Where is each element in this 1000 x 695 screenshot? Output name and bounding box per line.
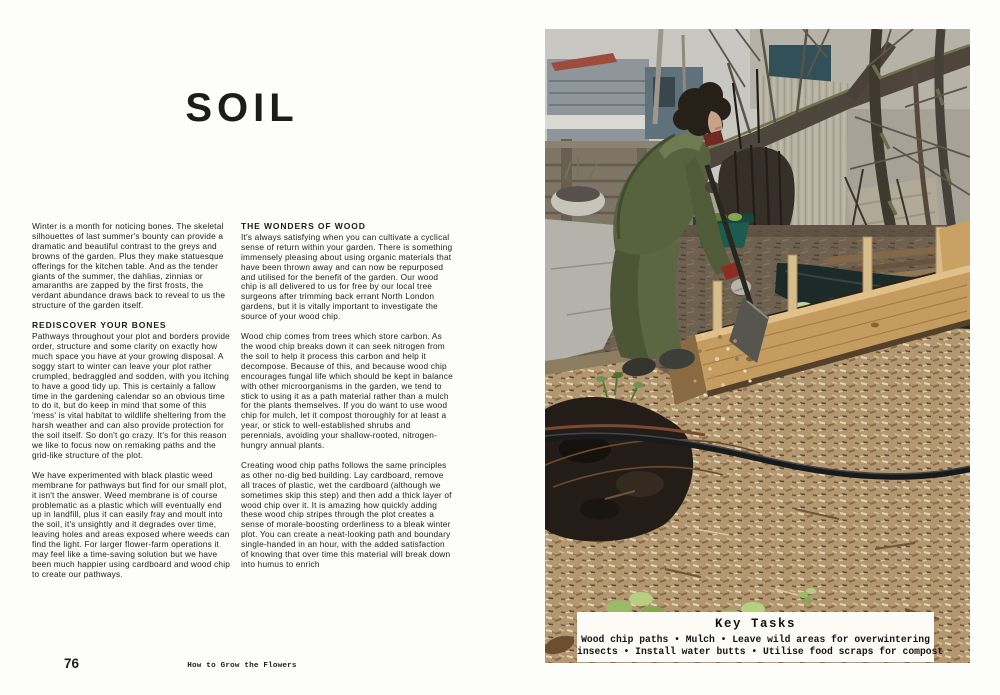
paragraph: Pathways throughout your plot and borders provide order, structure and some clarity on exactly how much space you have at your growing disposal. A soggy start to winter can leave your plot rather crumpled, bedraggled and sodden, with you itching to have a good tidy up. This is certainly a fallow time in the gardening calendar so an obvious time to do it, but do keep in mind that some of this 'mess' is vital habitat to wildlife sheltering from the harsh weather and can also provide protection for the soil itself. So don't go crazy. It's for this reason we like to focus now on remaking paths and the grid-like structure of the plot. — [32, 331, 230, 460]
page-title: SOIL — [185, 86, 299, 130]
garden-photo — [545, 29, 970, 663]
left-column — [32, 222, 233, 590]
paragraph: Wood chip comes from trees which store carbon. As the wood chip breaks down it can seek nitrogen from the soil to help it process this carbon and help it decompose. Because of this, and because wood chip encourages fungal life which should be kept in balance with other microorganisms in the garden, we tend to stick to using it as a path material rather than a mulch for the plants themselves. If you do want to use wood chip for mulch, let it compost thoroughly for at least a year, or stick to well-established shrubs and perennials, avoiding your shallow-rooted, nitrogen-hungry annual plants. — [241, 331, 453, 451]
paragraph: Winter is a month for noticing bones. The skeletal silhouettes of last summer's bounty can provide a dramatic and beautiful contrast to the greys and browns of the garden. Plus they make statuesque offerings for the kitchen table. And as the tender giants of the summer, the dahlias, zinnias or amaranths are zapped by the first frosts, the verdant abundance draws back to reveal to us the structure of the garden itself. — [32, 221, 226, 311]
section-heading: THE WONDERS OF WOOD — [241, 221, 366, 231]
key-tasks-box — [577, 612, 944, 662]
key-tasks-line: insects • Install water butts • Utilise food scraps for compost — [577, 645, 944, 657]
garden-photo-illustration — [545, 29, 970, 663]
section-heading: REDISCOVER YOUR BONES — [32, 320, 167, 331]
right-column — [241, 222, 453, 580]
paragraph: It's always satisfying when you can cultivate a cyclical sense of return within your garden. There is something immensely pleasing about using organic materials that have been thrown away and can now be repurposed and utilised for the benefit of the garden. Our wood chip is all delivered to us for free by our local tree surgeons after trimming back errant North London gardens, but it is vitally important to investigate the source of your wood chip. — [241, 231, 453, 322]
book-title-footer: How to Grow the Flowers — [187, 662, 297, 670]
key-tasks-title: Key Tasks — [714, 617, 796, 631]
paragraph: We have experimented with black plastic weed membrane for pathways but find for our small plot, it isn't the answer. Weed membrane is of course problematic as a plastic which will eventually end up in landfill, plus it can easily fray and moult into the soil, it's unsightly and it degrades over time, leaving holes and areas exposed where weeds can find the light. For larger flower-farm operations it may feel like a time-saving solution but we have been much happier using cardboard and wood chip to create our pathways. — [32, 469, 231, 579]
key-tasks-line: Wood chip paths • Mulch • Leave wild areas for overwintering — [581, 634, 930, 645]
page-number: 76 — [64, 656, 80, 671]
paragraph: Creating wood chip paths follows the same principles as other no-dig bed building. Lay cardboard, remove all traces of plastic, wet the cardboard (although we sometimes skip this step) and then add a thick layer of wood chip over it. It is amazing how quickly adding these wood chip stripes through the plot creates a sense of morale-boosting orderliness to a bleak winter plot. You can create a neat-looking path and boundary single-handed in an hour, with the added satisfaction of knowing that over time this material will break down into humus to enrich — [241, 459, 452, 569]
